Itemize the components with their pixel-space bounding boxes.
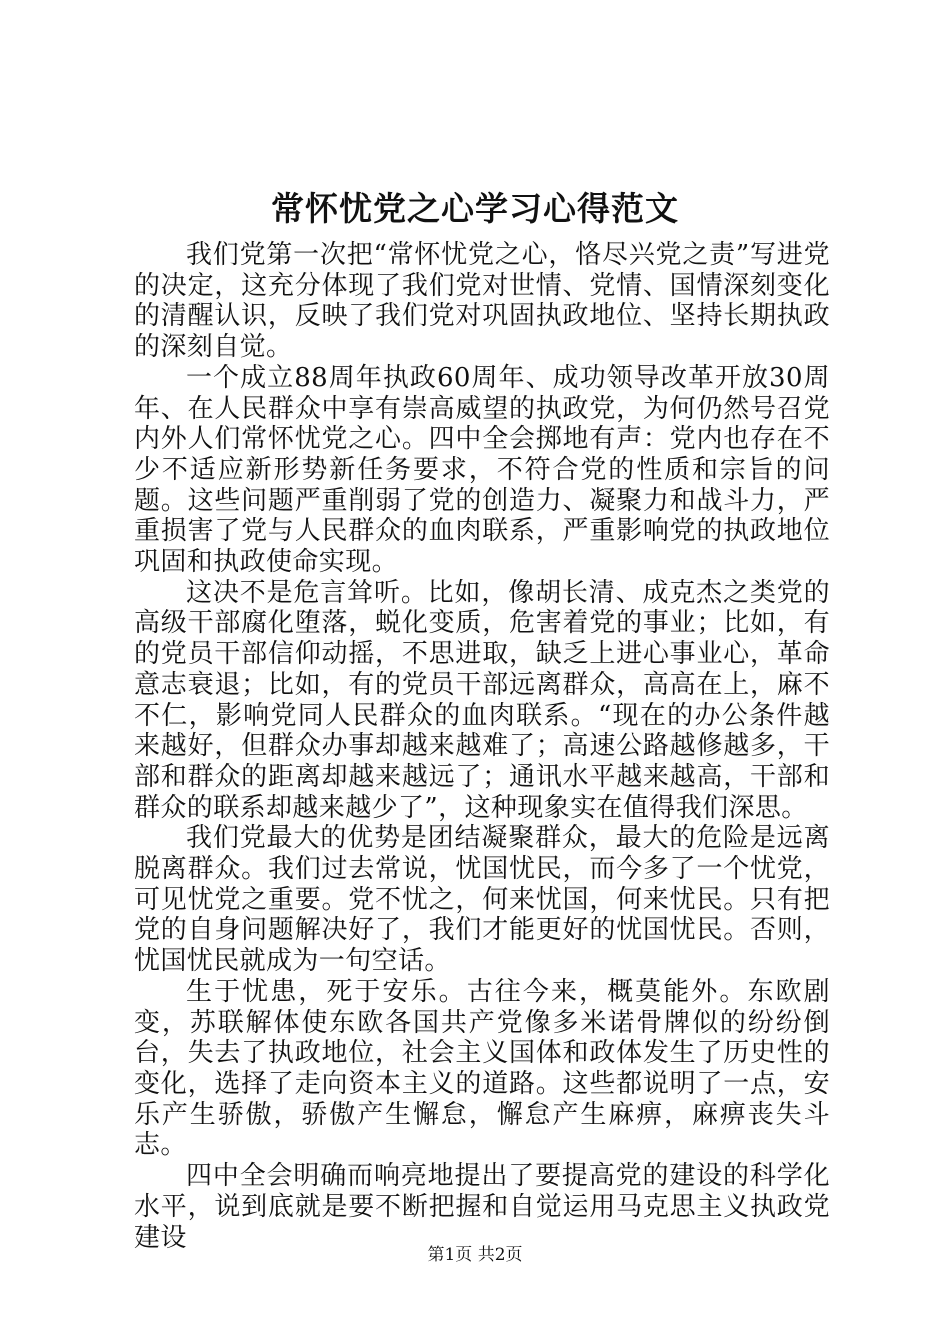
paragraph-5: 生于忧患，死于安乐。古往今来，概莫能外。东欧剧变，苏联解体使东欧各国共产党像多米诺骨牌似的纷纷倒台，失去了执政地位，社会主义国体和政体发生了历史性的变化，选择了走向资本主义的道路。这些都说明了一点，安乐产生骄傲，骄傲产生懈怠，懈怠产生麻痹，麻痹丧失斗志。 bbox=[134, 976, 830, 1161]
paragraph-1: 我们党第一次把“常怀忧党之心，恪尽兴党之责”写进党的决定，这充分体现了我们党对世情、党情、国情深刻变化的清醒认识，反映了我们党对巩固执政地位、坚持长期执政的深刻自觉。 bbox=[134, 240, 830, 363]
paragraph-6: 四中全会明确而响亮地提出了要提高党的建设的科学化水平，说到底就是要不断把握和自觉运用马克思主义执政党建设 bbox=[134, 1161, 830, 1253]
document-title: 常怀忧党之心学习心得范文 bbox=[271, 189, 679, 228]
paragraph-3: 这决不是危言耸听。比如，像胡长清、成克杰之类党的高级干部腐化堕落，蜕化变质，危害着党的事业；比如，有的党员干部信仰动摇，不思进取，缺乏上进心事业心，革命意志衰退；比如，有的党员干部远离群众，高高在上，麻不不仁，影响党同人民群众的血肉联系。“现在的办公条件越来越好，但群众办事却越来越难了；高速公路越修越多，干部和群众的距离却越来越远了；通讯水平越来越高，干部和群众的联系却越来越少了”，这种现象实在值得我们深思。 bbox=[134, 577, 830, 823]
page-number-footer: 第1页 共2页 bbox=[427, 1245, 523, 1265]
paragraph-2: 一个成立88周年执政60周年、成功领导改革开放30周年、在人民群众中享有崇高威望的执政党，为何仍然号召党内外人们常怀忧党之心。四中全会掷地有声：党内也存在不少不适应新形势新任务要求，不符合党的性质和宗旨的问题。这些问题严重削弱了党的创造力、凝聚力和战斗力，严重损害了党与人民群众的血肉联系，严重影响党的执政地位巩固和执政使命实现。 bbox=[134, 362, 830, 578]
document-body bbox=[134, 240, 830, 1253]
paragraph-4: 我们党最大的优势是团结凝聚群众，最大的危险是远离脱离群众。我们过去常说，忧国忧民，而今多了一个忧党，可见忧党之重要。党不忧之，何来忧国，何来忧民。只有把党的自身问题解决好了，我们才能更好的忧国忧民。否则，忧国忧民就成为一句空话。 bbox=[134, 823, 830, 977]
